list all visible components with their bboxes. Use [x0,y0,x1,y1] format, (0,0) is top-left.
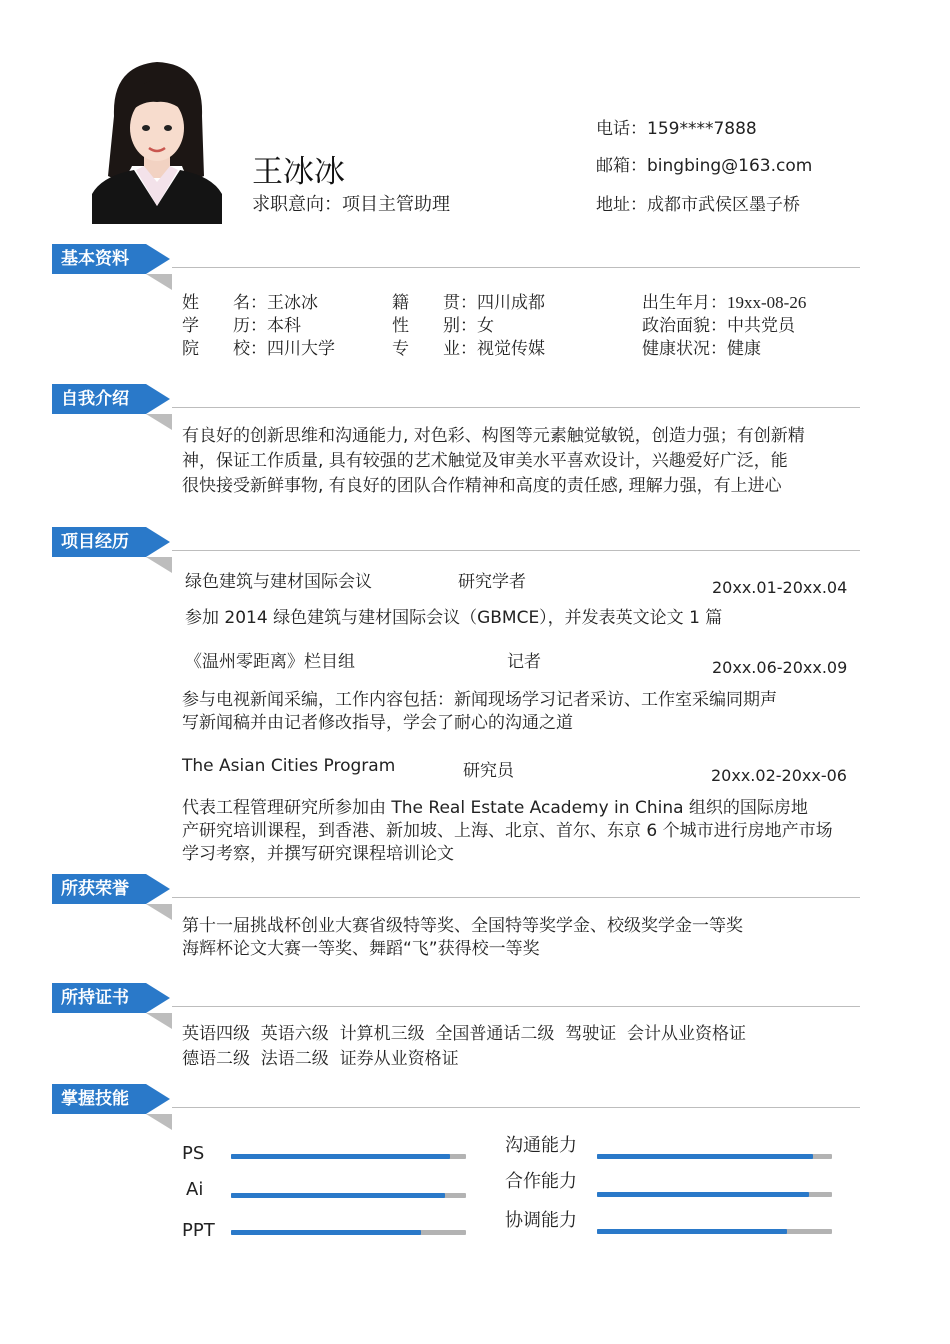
project-desc-line: 产研究培训课程，到香港、新加坡、上海、北京、首尔、东京 6 个城市进行房地产市场 [182,821,833,841]
section-rule [172,897,860,898]
section-tab-arrow [146,527,170,557]
honors-line: 海辉杯论文大赛一等奖、舞蹈“飞”获得校一等奖 [182,939,540,959]
major-label: 专 业： [392,339,477,359]
project-title: The Asian Cities Program [182,756,396,776]
section-tab-arrow [146,874,170,904]
project-desc [182,796,882,865]
basic-name-row [182,288,318,313]
profile-photo [92,56,222,224]
project-desc-line: 参与电视新闻采编，工作内容包括：新闻现场学习记者采访、工作室采编同期声 [182,690,777,710]
contact-address: 地址：成都市武侯区墨子桥 [596,195,800,215]
project-title: 《温州零距离》栏目组 [185,652,355,672]
portrait-illustration [92,56,222,224]
project-date: 20xx.02-20xx-06 [711,766,847,785]
section-rule [172,550,860,551]
politics-value: 中共党员 [727,316,795,336]
skill-bar-track [231,1154,466,1159]
name-label: 姓 名： [182,293,267,313]
basic-major-row [392,334,545,359]
major-value: 视觉传媒 [477,339,545,359]
origin-value: 四川成都 [477,293,545,313]
basic-politics-row [642,311,795,336]
honors-list [182,914,882,960]
politics-label: 政治面貌： [642,316,727,336]
skill-bar-fill [597,1192,809,1197]
honors-line: 第十一届挑战杯创业大赛省级特等奖、全国特等奖学金、校级奖学金一等奖 [182,916,743,936]
gender-value: 女 [477,316,494,336]
section-title-projects: 项目经历 [52,527,146,557]
gender-label: 性 别： [392,316,477,336]
skill-bar-track [597,1192,832,1197]
basic-edu-row [182,311,301,336]
health-value: 健康 [727,339,761,359]
school-label: 院 校： [182,339,267,359]
section-rule [172,407,860,408]
contact-email: 邮箱：bingbing@163.com [596,156,813,176]
skill-bar-track [231,1230,466,1235]
birth-value: 19xx-08-26 [727,293,807,312]
section-rule [172,267,860,268]
self-intro [182,424,882,499]
section-tab-arrow [146,983,170,1013]
section-title-certs: 所持证书 [52,983,146,1013]
skill-label: 合作能力 [505,1171,577,1192]
project-desc-line: 参加 2014 绿色建筑与建材国际会议（GBMCE），并发表英文论文 1 篇 [185,608,723,628]
section-title-basic: 基本资料 [52,244,146,274]
skill-label: Ai [186,1179,204,1200]
skill-bar-track [231,1193,466,1198]
section-title-skills: 掌握技能 [52,1084,146,1114]
section-tab-shadow [146,274,172,290]
certs-line: 德语二级 法语二级 证券从业资格证 [182,1049,459,1069]
project-desc [182,688,882,734]
candidate-name: 王冰冰 [252,154,345,190]
certs-list [182,1022,882,1072]
intro-line: 很快接受新鲜事物, 有良好的团队合作精神和高度的责任感, 理解力强，有上进心 [182,476,782,496]
intro-line: 神，保证工作质量, 具有较强的艺术触觉及审美水平喜欢设计，兴趣爱好广泛，能 [182,451,788,471]
basic-school-row [182,334,335,359]
skill-bar-fill [231,1193,445,1198]
project-date: 20xx.01-20xx.04 [712,578,848,597]
basic-origin-row [392,288,545,313]
skill-label: PPT [182,1220,215,1241]
section-tab-shadow [146,1114,172,1130]
intro-line: 有良好的创新思维和沟通能力, 对色彩、构图等元素触觉敏锐，创造力强；有创新精 [182,426,805,446]
skill-bar-fill [231,1230,421,1235]
section-tab-shadow [146,1013,172,1029]
section-rule [172,1006,860,1007]
project-role: 记者 [507,652,541,672]
skill-bar-track [597,1154,832,1159]
skill-bar-fill [597,1229,787,1234]
section-tab-shadow [146,904,172,920]
certs-line: 英语四级 英语六级 计算机三级 全国普通话二级 驾驶证 会计从业资格证 [182,1024,747,1044]
section-tab-arrow [146,244,170,274]
section-tab-arrow [146,1084,170,1114]
section-tab-shadow [146,557,172,573]
project-role: 研究学者 [458,572,526,592]
school-value: 四川大学 [267,339,335,359]
skill-label: 协调能力 [505,1210,577,1231]
skill-label: 沟通能力 [505,1135,577,1156]
basic-birth-row [642,288,806,313]
edu-label: 学 历： [182,316,267,336]
origin-label: 籍 贯： [392,293,477,313]
skill-bar-fill [597,1154,813,1159]
section-title-intro: 自我介绍 [52,384,146,414]
skill-label: PS [182,1143,205,1164]
name-value: 王冰冰 [267,293,318,313]
section-rule [172,1107,860,1108]
birth-label: 出生年月： [642,293,727,313]
project-desc-line: 写新闻稿并由记者修改指导，学会了耐心的沟通之道 [182,713,573,733]
basic-gender-row [392,311,494,336]
skill-bar-track [597,1229,832,1234]
project-desc-line: 代表工程管理研究所参加由 The Real Estate Academy in China 组织的国际房地 [182,798,808,818]
project-role: 研究员 [463,761,514,781]
basic-health-row [642,334,761,359]
project-date: 20xx.06-20xx.09 [712,658,848,677]
project-desc-line: 学习考察，并撰写研究课程培训论文 [182,844,454,864]
job-intent: 求职意向：项目主管助理 [252,194,450,215]
skill-bar-fill [231,1154,450,1159]
project-title: 绿色建筑与建材国际会议 [185,572,372,592]
section-title-honors: 所获荣誉 [52,874,146,904]
edu-value: 本科 [267,316,301,336]
section-tab-shadow [146,414,172,430]
section-tab-arrow [146,384,170,414]
contact-phone: 电话：159****7888 [596,119,757,139]
health-label: 健康状况： [642,339,727,359]
